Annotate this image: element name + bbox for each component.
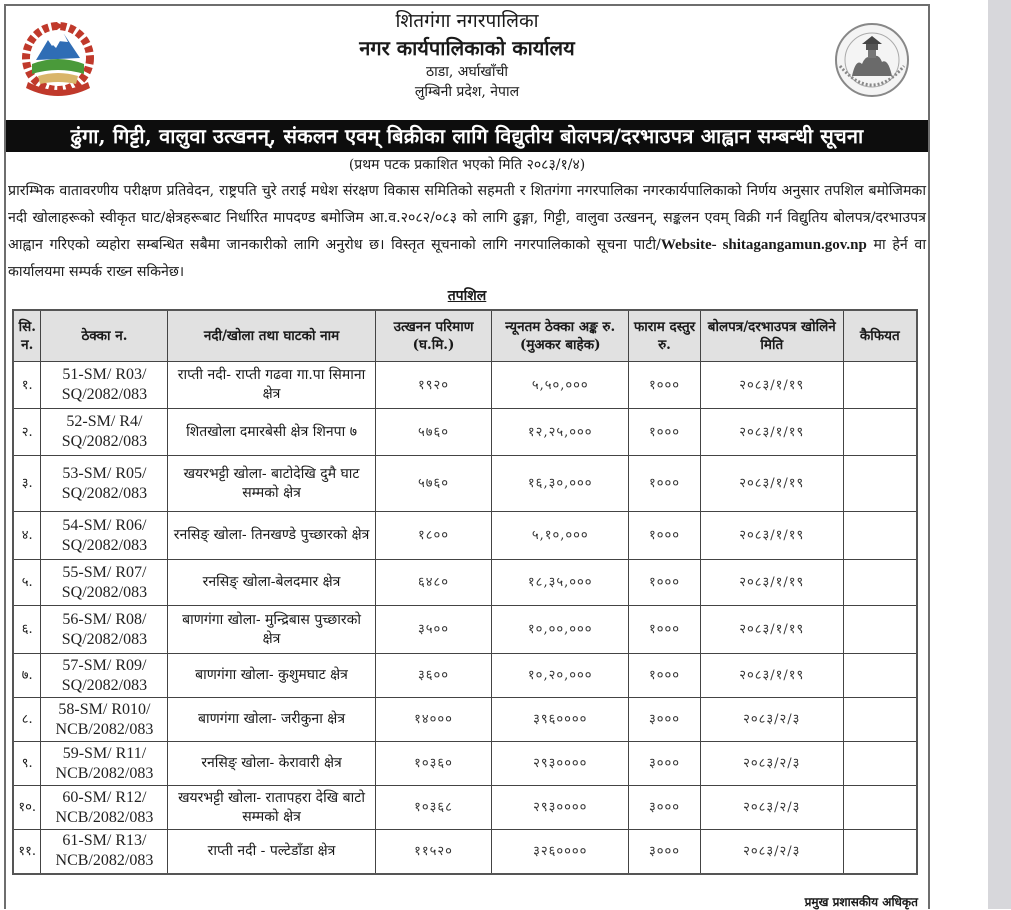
notice-page: [4, 4, 930, 909]
table-cell-quantity: ३५००: [375, 606, 492, 654]
table-cell-contract-no: 55-SM/ R07/ SQ/2082/083: [41, 560, 168, 606]
website-link[interactable]: Website- shitagangamun.gov.np: [660, 237, 867, 253]
table-cell-form-fee: १०००: [629, 654, 701, 698]
table-row: [13, 830, 917, 874]
table-cell-opening-date: २०८३/१/१९: [700, 456, 843, 512]
table-cell-remarks: [843, 362, 917, 409]
office-name: नगर कार्यपालिकाको कार्यालय: [359, 36, 575, 60]
table-cell-quantity: ३६००: [375, 654, 492, 698]
table-cell-sn: २.: [13, 409, 41, 456]
table-cell-remarks: [843, 409, 917, 456]
table-cell-contract-no: 56-SM/ R08/ SQ/2082/083: [41, 606, 168, 654]
table-cell-form-fee: ३०००: [629, 786, 701, 830]
schedule-heading: तपशिल: [447, 288, 487, 304]
table-cell-min-amount: १२,२५,०००: [492, 409, 629, 456]
table-cell-quantity: ५७६०: [375, 409, 492, 456]
table-cell-remarks: [843, 830, 917, 874]
signatory-title: प्रमुख प्रशासकीय अधिकृत: [804, 895, 918, 909]
table-cell-contract-no: 61-SM/ R13/ NCB/2082/083: [41, 830, 168, 874]
table-cell-river-ghat: शितखोला दमारबेसी क्षेत्र शिनपा ७: [168, 409, 375, 456]
table-cell-opening-date: २०८३/२/३: [700, 742, 843, 786]
table-cell-quantity: ५७६०: [375, 456, 492, 512]
table-row: [13, 654, 917, 698]
table-cell-river-ghat: खयरभट्टी खोला- बाटोदेखि दुमै घाट सम्मको क्षेत्र: [168, 456, 375, 512]
table-cell-min-amount: १०,२०,०००: [492, 654, 629, 698]
table-cell-sn: ३.: [13, 456, 41, 512]
table-cell-min-amount: २९३००००: [492, 786, 629, 830]
table-cell-form-fee: १०००: [629, 362, 701, 409]
table-cell-min-amount: १०,००,०००: [492, 606, 629, 654]
table-row: [13, 606, 917, 654]
table-cell-form-fee: १०००: [629, 606, 701, 654]
table-row: [13, 698, 917, 742]
table-cell-river-ghat: बाणगंगा खोला- जरीकुना क्षेत्र: [168, 698, 375, 742]
table-cell-river-ghat: रनसिङ् खोला- केरावारी क्षेत्र: [168, 742, 375, 786]
col-header-quantity: उत्खनन परिमाण (घ.मि.): [375, 310, 492, 362]
table-cell-river-ghat: राप्ती नदी- राप्ती गढवा गा.पा सिमाना क्षेत्र: [168, 362, 375, 409]
table-row: [13, 456, 917, 512]
table-cell-river-ghat: खयरभट्टी खोला- रातापहरा देखि बाटो सम्मको क्षेत्र: [168, 786, 375, 830]
table-cell-form-fee: ३०००: [629, 830, 701, 874]
table-cell-quantity: १०३६०: [375, 742, 492, 786]
table-cell-min-amount: १८,३५,०००: [492, 560, 629, 606]
table-cell-sn: ४.: [13, 512, 41, 560]
col-header-form-fee: फाराम दस्तुर रु.: [629, 310, 701, 362]
table-cell-min-amount: २९३००००: [492, 742, 629, 786]
col-header-min-amount: न्यूनतम ठेक्का अङ्क रु.(मुअकर बाहेक): [492, 310, 629, 362]
table-cell-opening-date: २०८३/१/१९: [700, 654, 843, 698]
table-cell-opening-date: २०८३/२/३: [700, 698, 843, 742]
table-cell-opening-date: २०८३/१/१९: [700, 560, 843, 606]
table-cell-form-fee: ३०००: [629, 742, 701, 786]
table-cell-quantity: १८००: [375, 512, 492, 560]
table-cell-contract-no: 54-SM/ R06/ SQ/2082/083: [41, 512, 168, 560]
table-cell-quantity: ६४८०: [375, 560, 492, 606]
table-cell-sn: ९.: [13, 742, 41, 786]
table-cell-river-ghat: बाणगंगा खोला- कुशुमघाट क्षेत्र: [168, 654, 375, 698]
address-line-2: लुम्बिनी प्रदेश, नेपाल: [414, 84, 520, 100]
col-header-sn: सि. न.: [13, 310, 41, 362]
table-cell-contract-no: 58-SM/ R010/ NCB/2082/083: [41, 698, 168, 742]
table-row: [13, 362, 917, 409]
table-cell-opening-date: २०८३/१/१९: [700, 362, 843, 409]
table-cell-remarks: [843, 698, 917, 742]
table-cell-sn: ५.: [13, 560, 41, 606]
table-cell-sn: ८.: [13, 698, 41, 742]
municipality-name: शितगंगा नगरपालिका: [395, 10, 539, 32]
table-cell-form-fee: ३०००: [629, 698, 701, 742]
col-header-contract-no: ठेक्का न.: [41, 310, 168, 362]
col-header-remarks: कैफियत: [843, 310, 917, 362]
table-row: [13, 409, 917, 456]
letterhead: [6, 6, 928, 116]
notice-body: [8, 178, 926, 286]
table-cell-quantity: १०३६८: [375, 786, 492, 830]
table-cell-min-amount: ५,१०,०००: [492, 512, 629, 560]
table-cell-river-ghat: रनसिङ् खोला-बेलदमार क्षेत्र: [168, 560, 375, 606]
table-cell-opening-date: २०८३/२/३: [700, 786, 843, 830]
publication-date: (प्रथम पटक प्रकाशित भएको मिति २०८३/१/४): [348, 157, 586, 173]
table-cell-quantity: ११५२०: [375, 830, 492, 874]
table-row: [13, 512, 917, 560]
table-cell-river-ghat: रनसिङ् खोला- तिनखण्डे पुच्छारको क्षेत्र: [168, 512, 375, 560]
table-cell-form-fee: १०००: [629, 409, 701, 456]
table-cell-remarks: [843, 512, 917, 560]
table-cell-sn: १.: [13, 362, 41, 409]
table-row: [13, 560, 917, 606]
table-cell-sn: ११.: [13, 830, 41, 874]
table-cell-min-amount: ३९६००००: [492, 698, 629, 742]
table-cell-sn: ६.: [13, 606, 41, 654]
table-row: [13, 742, 917, 786]
table-cell-contract-no: 57-SM/ R09/ SQ/2082/083: [41, 654, 168, 698]
table-cell-min-amount: ३२६००००: [492, 830, 629, 874]
shitaganga-municipality-seal-icon: [826, 18, 918, 102]
notice-body-text: प्रारम्भिक वातावरणीय परीक्षण प्रतिवेदन, राष्ट्रपति चुरे तराई मधेश संरक्षण विकास समितिको सहमती र शितगंगा नगरपालिका नगरकार्यपालिकाको निर्णय अनुसार तपशिल बमोजिमका नदी खोलाहरूको स्वीकृत घाट/क्षेत्रहरूबाट निर्धारित मापदण्ड बमोजिम आ.व.२०८२/०८३ को लागि ढुङ्गा, गिट्टी, वालुवा उत्खनन्, सङ्कलन एवम् विक्री गर्न विद्युतिय बोलपत्र/दरभाउपत्र आह्वान गरिएको व्यहोरा सम्बन्धित सबैमा जानकारीको लागि अनुरोध छ। विस्तृत सूचनाको लागि नगरपालिकाको सूचना पाटी/: [8, 183, 926, 253]
table-cell-remarks: [843, 786, 917, 830]
table-cell-opening-date: २०८३/१/१९: [700, 512, 843, 560]
table-cell-form-fee: १०००: [629, 560, 701, 606]
table-cell-remarks: [843, 654, 917, 698]
notice-body-text-end: मा हेर्न वा कार्यालयमा सम्पर्क राख्न सकिनेछ।: [8, 237, 926, 280]
address-line-1: ठाडा, अर्घाखाँची: [426, 64, 508, 80]
table-cell-form-fee: १०००: [629, 456, 701, 512]
viewer-side-strip: [988, 0, 1011, 909]
table-header-row: [13, 310, 917, 362]
table-cell-form-fee: १०००: [629, 512, 701, 560]
tender-table: [12, 309, 918, 875]
table-cell-river-ghat: बाणगंगा खोला- मुन्द्रिबास पुच्छारको क्षेत्र: [168, 606, 375, 654]
table-cell-opening-date: २०८३/१/१९: [700, 409, 843, 456]
table-cell-remarks: [843, 560, 917, 606]
table-cell-contract-no: 51-SM/ R03/ SQ/2082/083: [41, 362, 168, 409]
notice-title: ढुंगा, गिट्टी, वालुवा उत्खनन्, संकलन एवम् बिक्रीका लागि विद्युतीय बोलपत्र/दरभाउपत्र आह्वान सम्बन्धी सूचना: [6, 120, 928, 152]
table-cell-min-amount: १६,३०,०००: [492, 456, 629, 512]
table-row: [13, 786, 917, 830]
table-cell-contract-no: 60-SM/ R12/ NCB/2082/083: [41, 786, 168, 830]
table-cell-sn: १०.: [13, 786, 41, 830]
table-cell-contract-no: 53-SM/ R05/ SQ/2082/083: [41, 456, 168, 512]
table-cell-remarks: [843, 742, 917, 786]
table-cell-remarks: [843, 606, 917, 654]
table-cell-remarks: [843, 456, 917, 512]
col-header-opening-date: बोलपत्र/दरभाउपत्र खोलिने मिति: [700, 310, 843, 362]
table-cell-contract-no: 52-SM/ R4/ SQ/2082/083: [41, 409, 168, 456]
table-cell-min-amount: ५,५०,०००: [492, 362, 629, 409]
table-cell-river-ghat: राप्ती नदी - पल्टेडाँडा क्षेत्र: [168, 830, 375, 874]
table-cell-sn: ७.: [13, 654, 41, 698]
table-cell-quantity: १९२०: [375, 362, 492, 409]
col-header-river-ghat: नदी/खोला तथा घाटको नाम: [168, 310, 375, 362]
table-cell-quantity: १४०००: [375, 698, 492, 742]
table-cell-contract-no: 59-SM/ R11/ NCB/2082/083: [41, 742, 168, 786]
table-cell-opening-date: २०८३/२/३: [700, 830, 843, 874]
table-cell-opening-date: २०८३/१/१९: [700, 606, 843, 654]
